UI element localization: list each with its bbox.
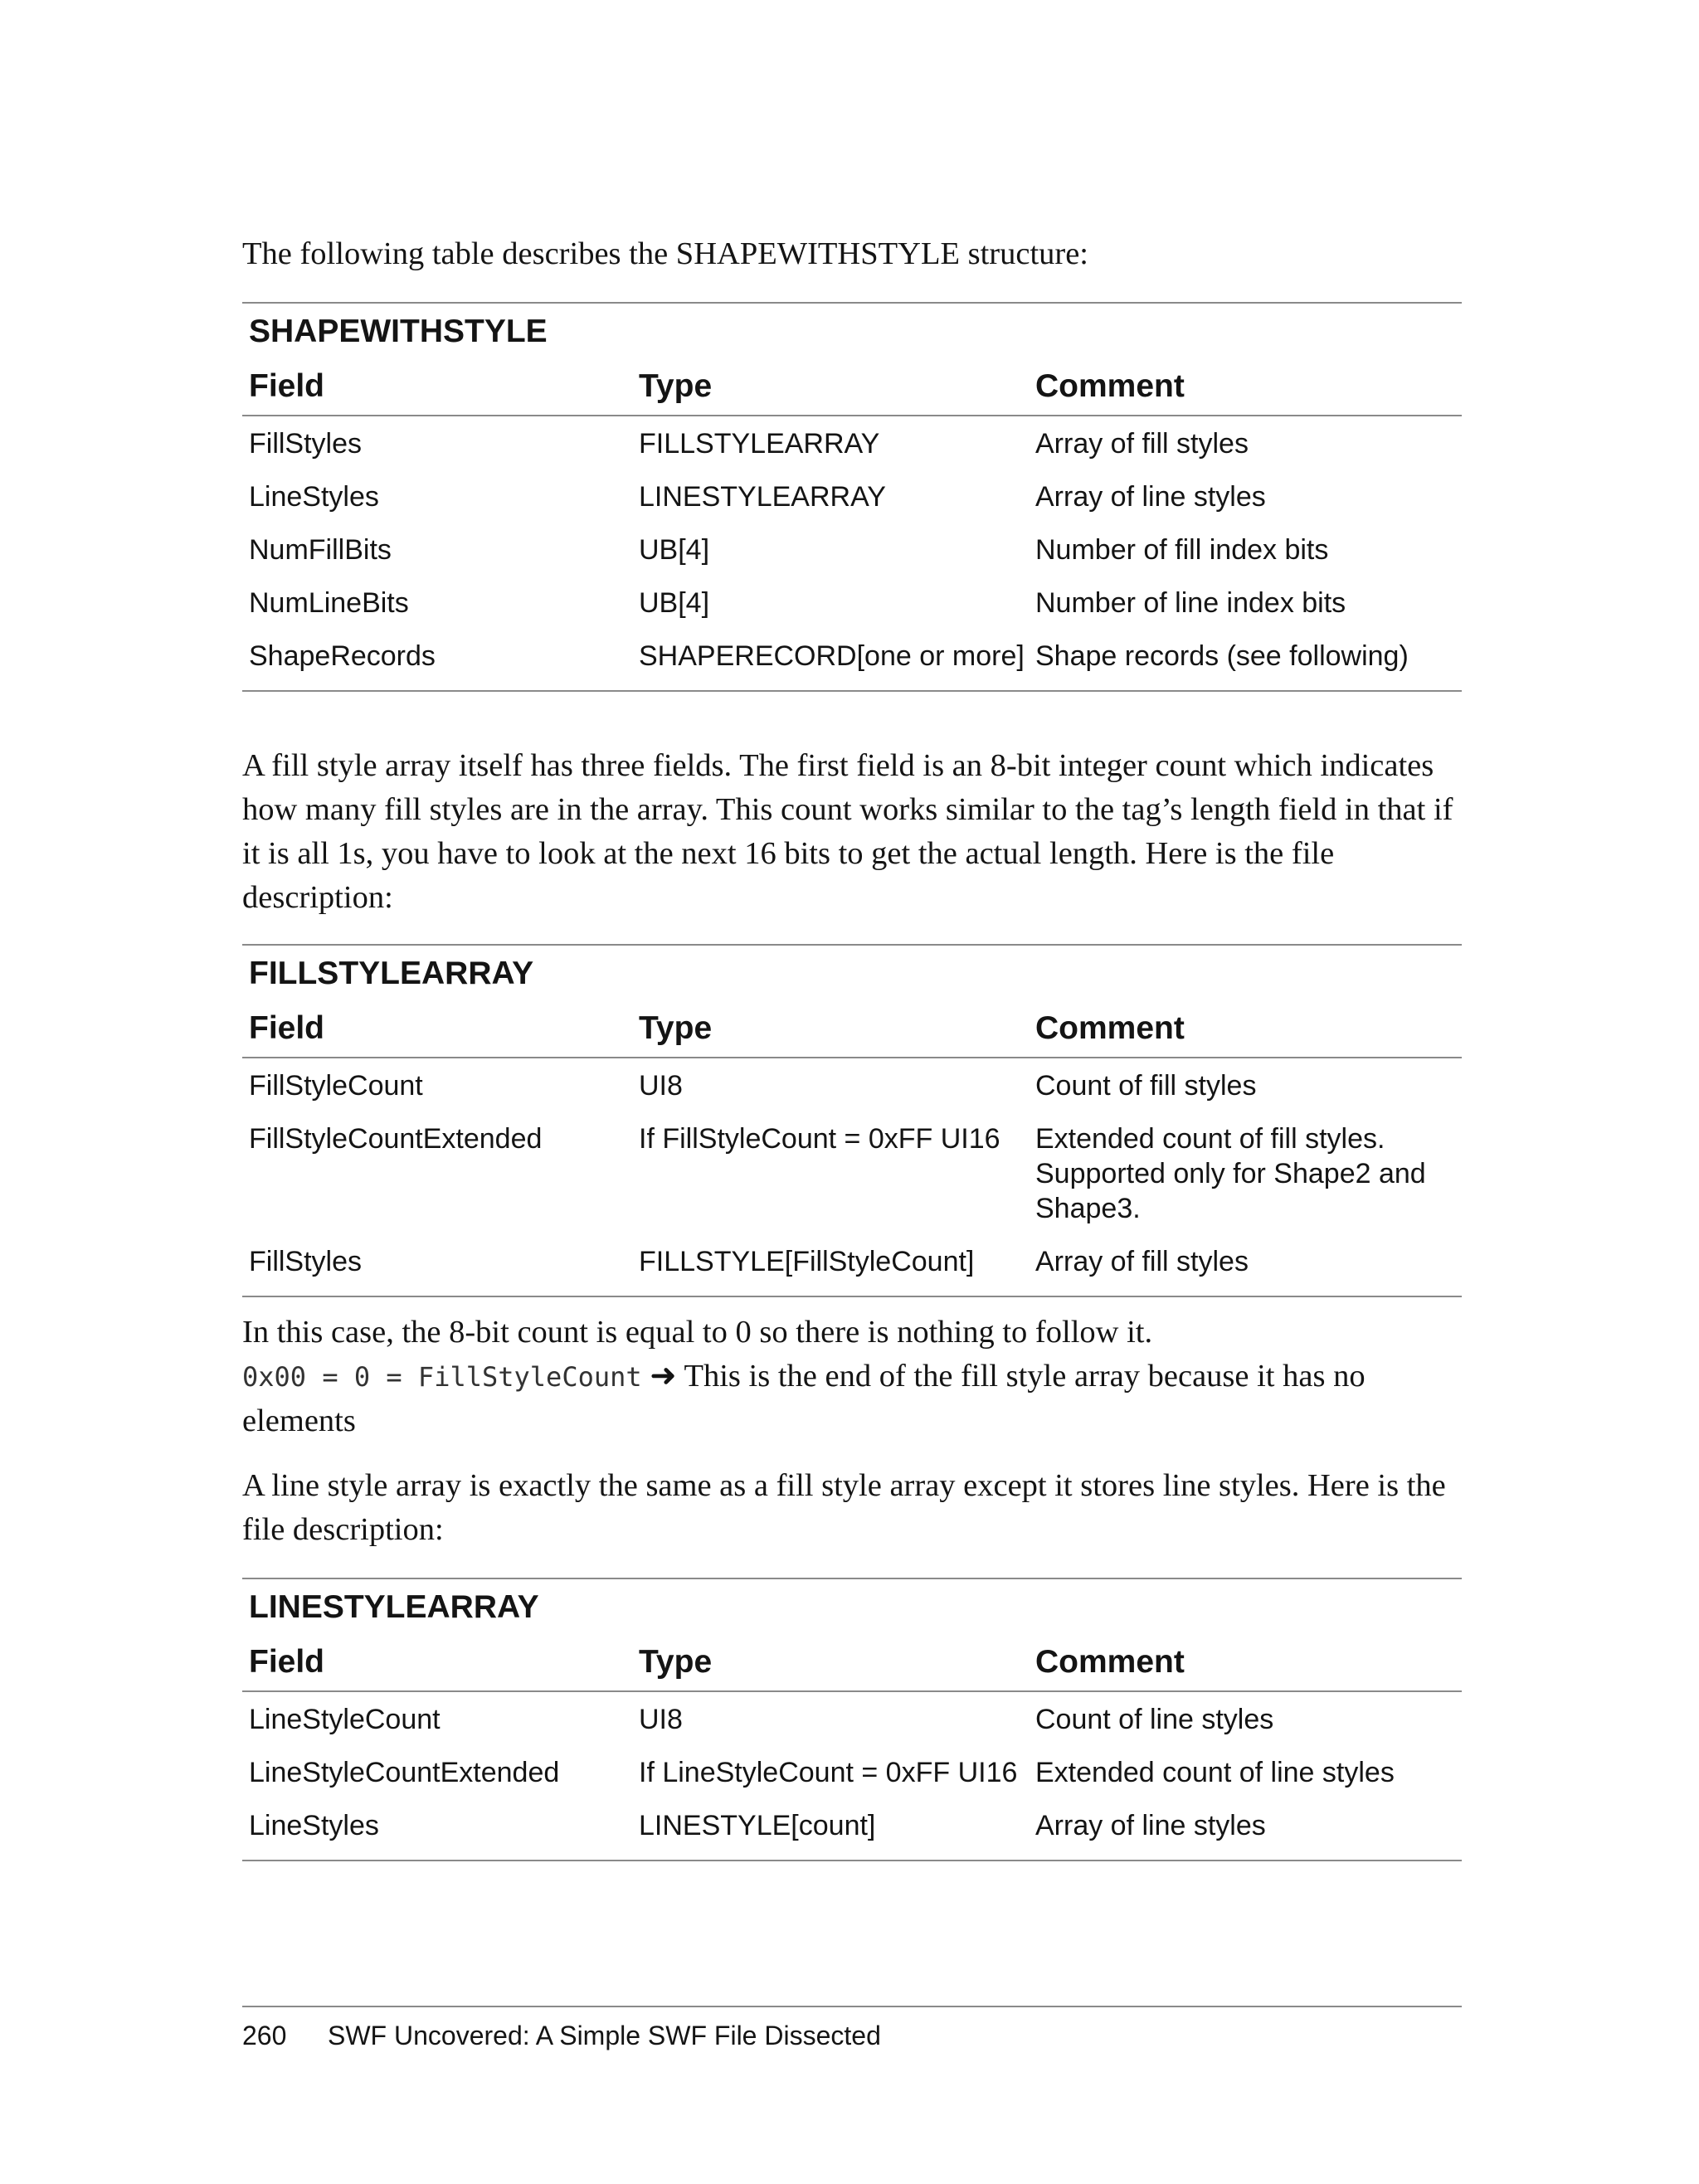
table-cell: LineStyles <box>249 481 379 513</box>
table-row <box>242 469 1462 523</box>
table-row <box>242 1798 1462 1851</box>
table-cell: UB[4] <box>639 534 710 566</box>
table-header-row <box>242 1000 1462 1058</box>
table-title: LINESTYLEARRAY <box>242 1578 1462 1634</box>
code-paragraph <box>242 1355 1462 1443</box>
column-header: Comment <box>1035 368 1185 404</box>
fillstylearray-paragraph: A fill style array itself has three fields. The first field is an 8-bit integer count which indicates how many fill styles are in the array. This count works similar to the tag’s length field in that if it is all 1s, you have to look at the next 16 bits to get the actual length. Here is the file description: <box>242 748 1453 915</box>
table-cell: FillStyles <box>249 1246 363 1277</box>
table-row <box>242 1234 1462 1287</box>
table-row <box>242 1058 1462 1111</box>
table-body <box>242 1058 1462 1297</box>
count-paragraph: In this case, the 8-bit count is equal to 0 so there is nothing to follow it. <box>242 1315 1153 1350</box>
table-cell: Extended count of line styles <box>1035 1757 1395 1788</box>
column-header: Type <box>639 1010 713 1046</box>
code-explanation: This is the end of the fill style array because it has no elements <box>242 1359 1366 1438</box>
table-cell: FILLSTYLEARRAY <box>639 428 880 460</box>
table-cell: Array of fill styles <box>1035 1246 1249 1277</box>
page-number: 260 <box>242 2021 287 2050</box>
table-cell: If FillStyleCount = 0xFF UI16 <box>639 1123 1000 1155</box>
table-cell: NumFillBits <box>249 534 392 566</box>
table-row <box>242 1692 1462 1745</box>
linestylearray-paragraph: A line style array is exactly the same as a fill style array except it stores line styles. Here is the file description: <box>242 1468 1446 1547</box>
table-cell: SHAPERECORD[one or more] <box>639 640 1025 672</box>
table-cell: Array of line styles <box>1035 1810 1266 1841</box>
table-cell: LineStyleCountExtended <box>249 1757 560 1788</box>
footer-rule <box>242 2006 1462 2007</box>
table-body <box>242 416 1462 692</box>
code-snippet: 0x00 = 0 = FillStyleCount <box>242 1361 642 1393</box>
table-cell: FillStyleCountExtended <box>249 1123 543 1155</box>
table-cell: UI8 <box>639 1704 683 1735</box>
table-cell: LineStyleCount <box>249 1704 441 1735</box>
table-cell: UI8 <box>639 1070 683 1102</box>
table-fillstylearray <box>242 944 1462 1297</box>
table-cell: Number of fill index bits <box>1035 534 1329 566</box>
table-cell: LineStyles <box>249 1810 379 1841</box>
table-cell: Array of line styles <box>1035 481 1266 513</box>
page-footer <box>242 2019 881 2052</box>
table-cell: Shape records (see following) <box>1035 640 1409 672</box>
intro-paragraph: The following table describes the SHAPEWITHSTYLE structure: <box>242 236 1089 271</box>
table-cell: ShapeRecords <box>249 640 436 672</box>
arrow-icon: ➜ <box>650 1359 677 1394</box>
column-header: Field <box>249 1644 325 1680</box>
table-cell: FILLSTYLE[FillStyleCount] <box>639 1246 975 1277</box>
column-header: Comment <box>1035 1010 1185 1046</box>
table-shapewithstyle <box>242 302 1462 692</box>
table-cell: If LineStyleCount = 0xFF UI16 <box>639 1757 1018 1788</box>
table-cell: LINESTYLE[count] <box>639 1810 876 1841</box>
table-cell: UB[4] <box>639 587 710 619</box>
column-header: Type <box>639 368 713 404</box>
table-row <box>242 576 1462 629</box>
table-cell: FillStyleCount <box>249 1070 423 1102</box>
table-cell: Count of line styles <box>1035 1704 1274 1735</box>
column-header: Field <box>249 368 325 404</box>
table-cell: Extended count of fill styles. Supported only for Shape2 and Shape3. <box>1035 1123 1426 1224</box>
table-title: SHAPEWITHSTYLE <box>242 302 1462 358</box>
table-header-row <box>242 1634 1462 1692</box>
table-cell: Number of line index bits <box>1035 587 1346 619</box>
table-cell: Array of fill styles <box>1035 428 1249 460</box>
table-row <box>242 523 1462 576</box>
column-header: Comment <box>1035 1644 1185 1680</box>
table-body <box>242 1692 1462 1861</box>
table-cell: FillStyles <box>249 428 363 460</box>
table-cell: NumLineBits <box>249 587 409 619</box>
running-title: SWF Uncovered: A Simple SWF File Dissected <box>328 2021 881 2050</box>
table-linestylearray <box>242 1578 1462 1861</box>
column-header: Type <box>639 1644 713 1680</box>
table-header-row <box>242 358 1462 416</box>
table-row <box>242 416 1462 469</box>
table-cell: LINESTYLEARRAY <box>639 481 886 513</box>
table-cell: Count of fill styles <box>1035 1070 1257 1102</box>
table-row <box>242 629 1462 682</box>
table-row <box>242 1745 1462 1798</box>
table-row <box>242 1111 1462 1234</box>
table-title: FILLSTYLEARRAY <box>242 944 1462 1000</box>
column-header: Field <box>249 1010 325 1046</box>
